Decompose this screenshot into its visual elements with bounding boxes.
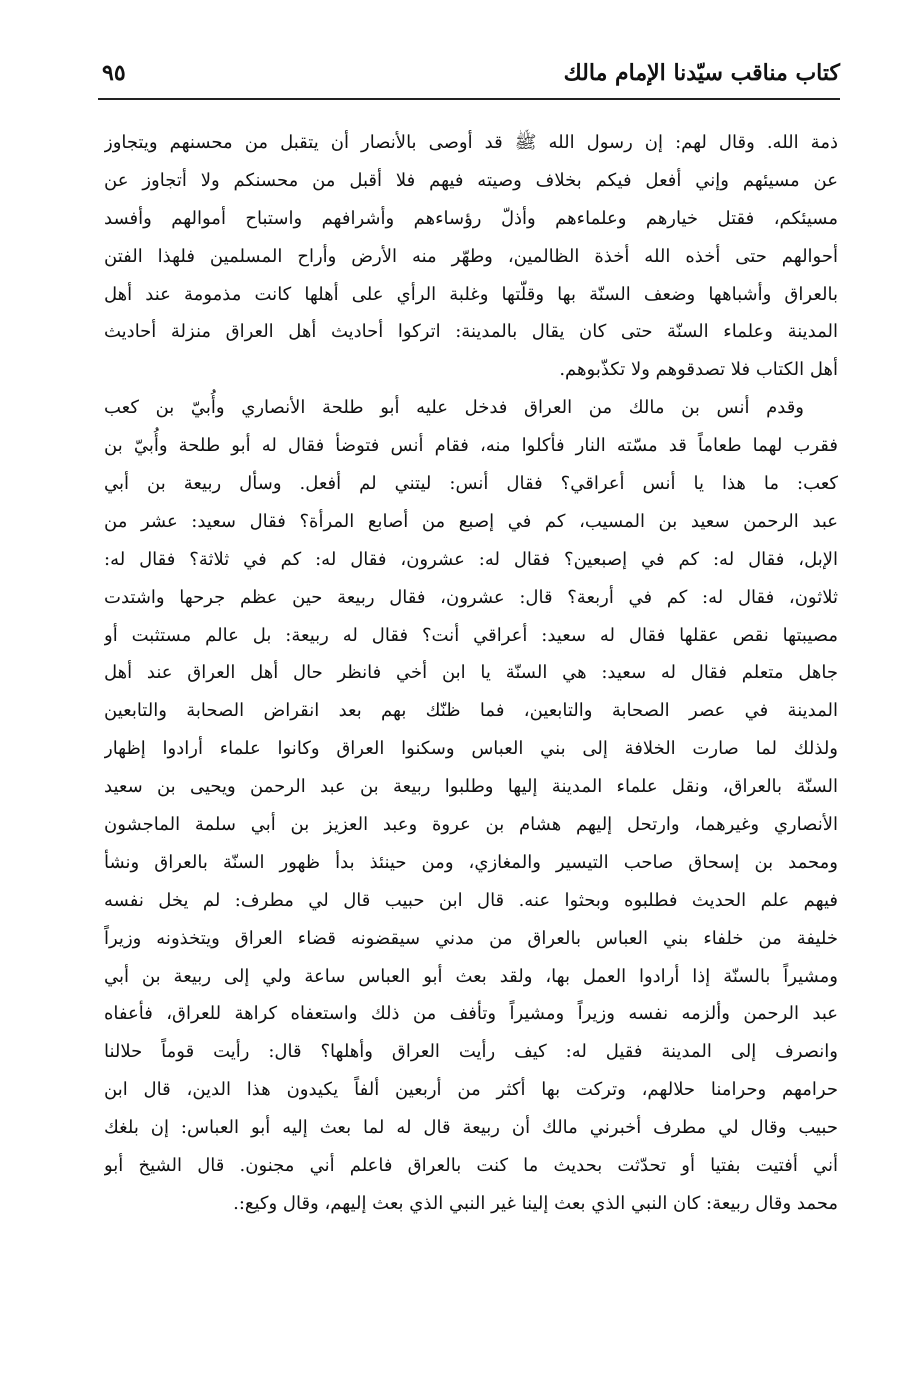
text-line: المدينة في عصر الصحابة والتابعين، فما ظنّك بهم بعد انقراض الصحابة والتابعين xyxy=(104,700,838,722)
text-line: المدينة وعلماء السنّة حتى كان يقال بالمدينة: اتركوا أحاديث أهل العراق منزلة أحاديث xyxy=(104,321,838,343)
text-line: مصيبتها نقص عقلها فقال له سعيد: أعراقي أنت؟ فقال له ربيعة: بل عالم مستثبت أو xyxy=(104,624,838,646)
text-line: أني أفتيت بفتيا أو تحدّثت بحديث ما كنت بالعراق فاعلم أني مجنون. قال الشيخ أبو xyxy=(104,1155,838,1177)
text-line: حرامهم وحرامنا حلالهم، وتركت بها أكثر من أربعين ألفاً يكيدون هذا الدين، قال ابن xyxy=(104,1079,838,1101)
text-line: ومحمد بن إسحاق صاحب التيسير والمغازي، ومن حينئذ بدأ ظهور السنّة بالعراق ونشأ xyxy=(104,851,838,873)
text-line: السنّة بالعراق، ونقل علماء المدينة إليها وطلبوا ربيعة بن عبد الرحمن ويحيى بن سعيد xyxy=(104,776,838,798)
text-line: بالعراق وأشباهها وضعف السنّة بها وقلّتها وغلبة الرأي على أهلها كانت مذمومة عند أهل xyxy=(104,283,838,305)
text-line: أهل الكتاب فلا تصدقوهم ولا تكذّبوهم. xyxy=(559,359,838,381)
text-line: ومشيراً بالسنّة إذا أرادوا العمل بها، ولقد بعث أبو العباس ساعة ولي إلى ربيعة بن أبي xyxy=(104,965,838,987)
text-line: وقدم أنس بن مالك من العراق فدخل عليه أبو طلحة الأنصاري وأُبيّ بن كعب xyxy=(104,397,804,419)
text-line: ذمة الله. وقال لهم: إن رسول الله ﷺ قد أوصى بالأنصار أن يتقبل من محسنهم ويتجاوز xyxy=(104,132,838,153)
text-line: حبيب وقال لي مطرف أخبرني مالك أن ربيعة قال له لما بعث إليه أبو العباس: إن بلغك xyxy=(104,1117,838,1139)
text-line: عبد الرحمن سعيد بن المسيب، كم في إصبع من أصابع المرأة؟ فقال سعيد: عشر من xyxy=(104,510,838,532)
page-number: ٩٥ xyxy=(102,60,126,86)
text-line: ولذلك لما صارت الخلافة إلى بني العباس وسكنوا العراق وكانوا علماء أرادوا إظهار xyxy=(104,738,838,760)
body-text xyxy=(104,124,838,1223)
text-line: خليفة من خلفاء بني العباس بالعراق من مدني سيقضونه قضاء العراق ويتخذونه وزيراً xyxy=(104,927,838,949)
text-line: عن مسيئهم وإني أفعل فيكم بخلاف وصيته فيهم فلا أقبل من محسنكم ولا أتجاوز عن xyxy=(104,169,838,191)
text-line: عبد الرحمن وألزمه نفسه وزيراً ومشيراً وتأفف من ذلك واستعفاه كراهة للعراق، فأعفاه xyxy=(104,1003,838,1025)
text-line: الأنصاري وغيرهما، وارتحل إليهم هشام بن عروة وعبد العزيز بن أبي سلمة الماجشون xyxy=(104,814,838,836)
text-line: أحوالهم حتى أخذه الله أخذة الظالمين، وطهّر منه الأرض وأراح المسلمين فلهذا الفتن xyxy=(104,245,838,267)
text-line: جاهل متعلم فقال له سعيد: هي السنّة يا ابن أخي فانظر حال أهل العراق عند أهل xyxy=(104,662,838,684)
text-line: كعب: ما هذا يا أنس أعراقي؟ فقال أنس: ليتني لم أفعل. وسأل ربيعة بن أبي xyxy=(104,473,838,495)
text-line: وانصرف إلى المدينة فقيل له: كيف رأيت العراق وأهلها؟ قال: رأيت قوماً حلالنا xyxy=(104,1041,838,1063)
text-line: فيهم علم الحديث فطلبوه وبحثوا عنه. قال ابن حبيب قال لي مطرف: لم يخل نفسه xyxy=(104,889,838,911)
text-line: محمد وقال ربيعة: كان النبي الذي بعث إلينا غير النبي الذي بعث إليهم، وقال وكيع:. xyxy=(233,1192,838,1214)
text-line: فقرب لهما طعاماً قد مسّته النار فأكلوا منه، فقام أنس فتوضأ فقال له أبو طلحة وأُبيّ بن xyxy=(104,435,838,457)
header-rule xyxy=(98,98,840,100)
text-line: مسيئكم، فقتل خيارهم وعلماءهم وأذلّ رؤساءهم وأشرافهم واستباح أموالهم وأفسد xyxy=(104,207,838,229)
text-line: ثلاثون، فقال له: كم في أربعة؟ قال: عشرون، فقال ربيعة حين عظم جرحها واشتدت xyxy=(104,586,838,608)
text-line: الإبل، فقال له: كم في إصبعين؟ فقال له: عشرون، فقال له: كم في ثلاثة؟ فقال له: xyxy=(104,548,838,570)
running-header xyxy=(98,56,840,96)
book-title: كتاب مناقب سيّدنا الإمام مالك xyxy=(563,60,840,86)
